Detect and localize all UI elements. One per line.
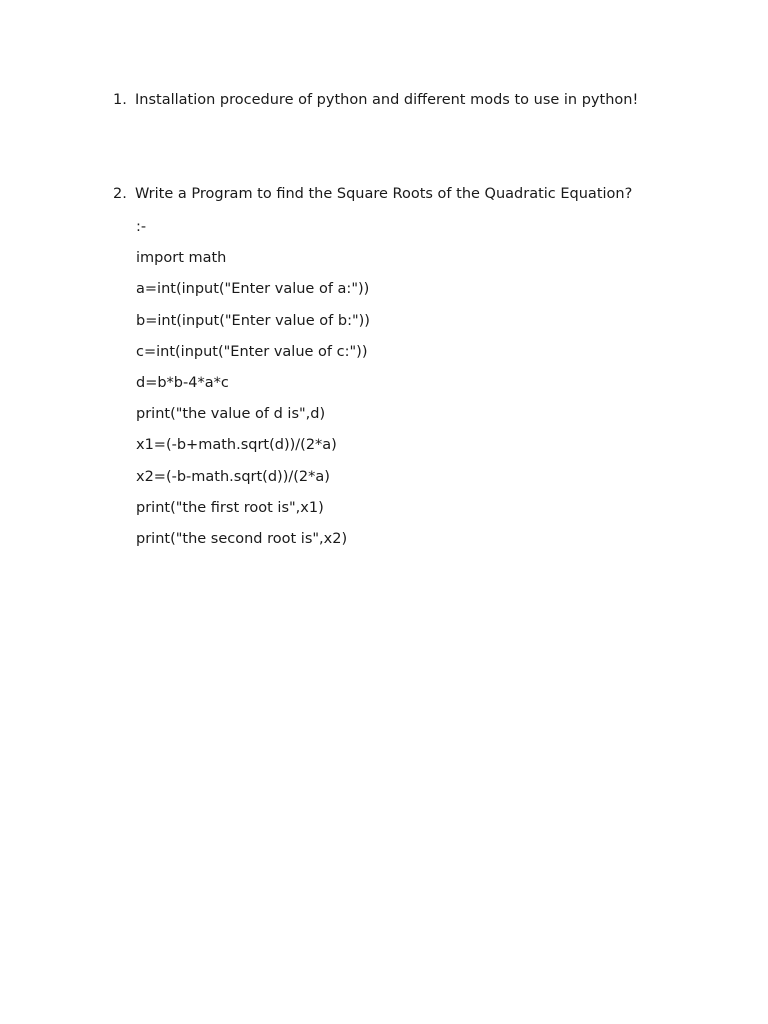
answer-line: import math — [136, 250, 227, 267]
question-2-number: 2. — [113, 186, 127, 202]
answer-line: d=b*b-4*a*c — [136, 374, 229, 391]
answer-line: a=int(input("Enter value of a:")) — [136, 281, 370, 298]
question-1-number: 1. — [113, 92, 127, 108]
answer-line: b=int(input("Enter value of b:")) — [136, 312, 370, 329]
answer-line: x1=(-b+math.sqrt(d))/(2*a) — [136, 437, 337, 454]
answer-line: print("the first root is",x1) — [136, 499, 324, 516]
answer-line: x2=(-b-math.sqrt(d))/(2*a) — [136, 468, 330, 485]
answer-line: print("the second root is",x2) — [136, 530, 348, 547]
answer-code-block — [136, 217, 370, 560]
answer-line: c=int(input("Enter value of c:")) — [136, 343, 368, 360]
answer-line: print("the value of d is",d) — [136, 406, 326, 423]
question-1-text: Installation procedure of python and different mods to use in python! — [135, 92, 639, 108]
answer-line: :- — [136, 219, 147, 235]
question-1 — [113, 92, 638, 108]
question-2 — [113, 186, 632, 202]
question-2-text: Write a Program to find the Square Roots of the Quadratic Equation? — [135, 186, 633, 202]
